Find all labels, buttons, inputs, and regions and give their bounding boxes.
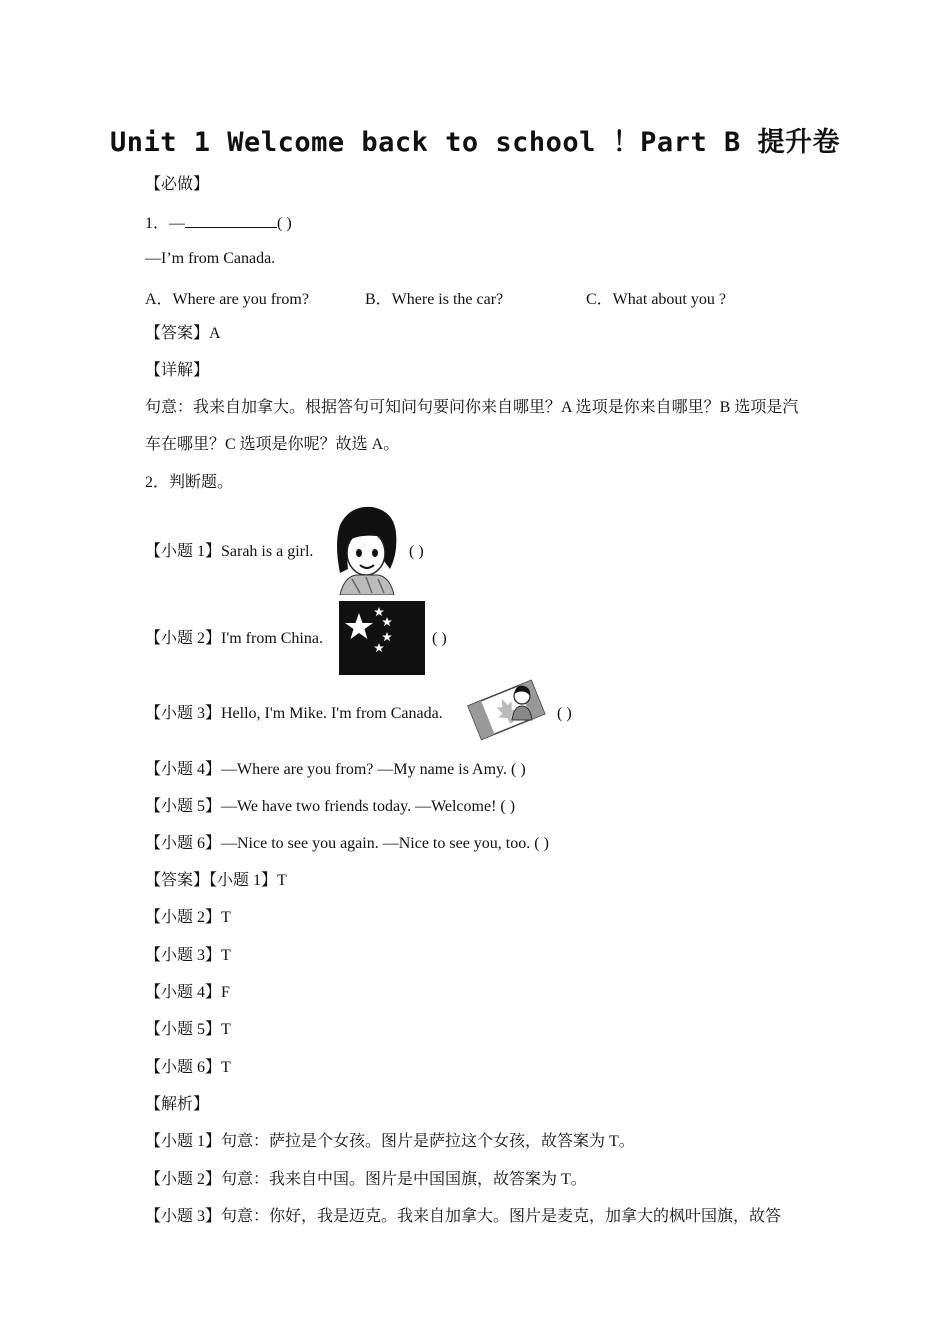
answer-label: 【答案】A (145, 325, 221, 342)
option-c: C．What about you ? (586, 291, 726, 308)
answer-line-3: 【小题 3】T (145, 947, 231, 964)
judge-paren-2: ( ) (432, 630, 447, 647)
question-2-heading: 2．判断题。 (145, 474, 234, 491)
question-1-response: —I’m from Canada. (145, 250, 276, 267)
option-a: A．Where are you from? (145, 291, 309, 308)
explanation-text: 句意：我来自加拿大。根据答句可知问句要问你来自哪里？A 选项是你来自哪里？B 选项是汽车在哪里？C 选项是你呢？故选 A。 (145, 399, 799, 453)
page-title: Unit 1 Welcome back to school ！Part B 提升卷 (110, 127, 840, 158)
judge-paren-3: ( ) (557, 705, 572, 722)
judge-item-5: 【小题 5】—We have two friends today. —Welcome! ( ) (145, 798, 516, 815)
option-b: B．Where is the car? (365, 291, 504, 308)
answer-line-1: 【答案】【小题 1】T (145, 872, 287, 889)
canada-flag-boy-icon (464, 676, 548, 742)
analysis-line-2: 【小题 2】句意：我来自中国。图片是中国国旗，故答案为 T。 (145, 1171, 587, 1188)
section-label: 【必做】 (145, 176, 210, 193)
judge-item-1: 【小题 1】Sarah is a girl. (145, 543, 314, 560)
answer-line-5: 【小题 5】T (145, 1021, 231, 1038)
explain-label: 【详解】 (145, 362, 210, 379)
analysis-line-3: 【小题 3】句意：你好，我是迈克。我来自加拿大。图片是麦克，加拿大的枫叶国旗，故答 (145, 1208, 782, 1225)
question-number: 1．— (145, 215, 186, 232)
answer-paren: ( ) (277, 215, 292, 232)
analysis-line-1: 【小题 1】句意：萨拉是个女孩。图片是萨拉这个女孩，故答案为 T。 (145, 1133, 635, 1150)
answer-line-2: 【小题 2】T (145, 909, 231, 926)
answer-line-4: 【小题 4】F (145, 984, 230, 1001)
question-1-stem (145, 211, 292, 235)
judge-item-6: 【小题 6】—Nice to see you again. —Nice to see you, too. ( ) (145, 835, 549, 852)
judge-item-3: 【小题 3】Hello, I'm Mike. I'm from Canada. (145, 705, 443, 722)
judge-item-4: 【小题 4】—Where are you from? —My name is Amy. ( ) (145, 761, 526, 778)
china-flag-icon (339, 601, 425, 675)
answer-line-6: 【小题 6】T (145, 1059, 231, 1076)
analysis-label: 【解析】 (145, 1096, 210, 1113)
judge-item-2: 【小题 2】I'm from China. (145, 630, 323, 647)
girl-icon (326, 503, 402, 595)
judge-paren-1: ( ) (409, 543, 424, 560)
answer-blank (185, 211, 277, 228)
